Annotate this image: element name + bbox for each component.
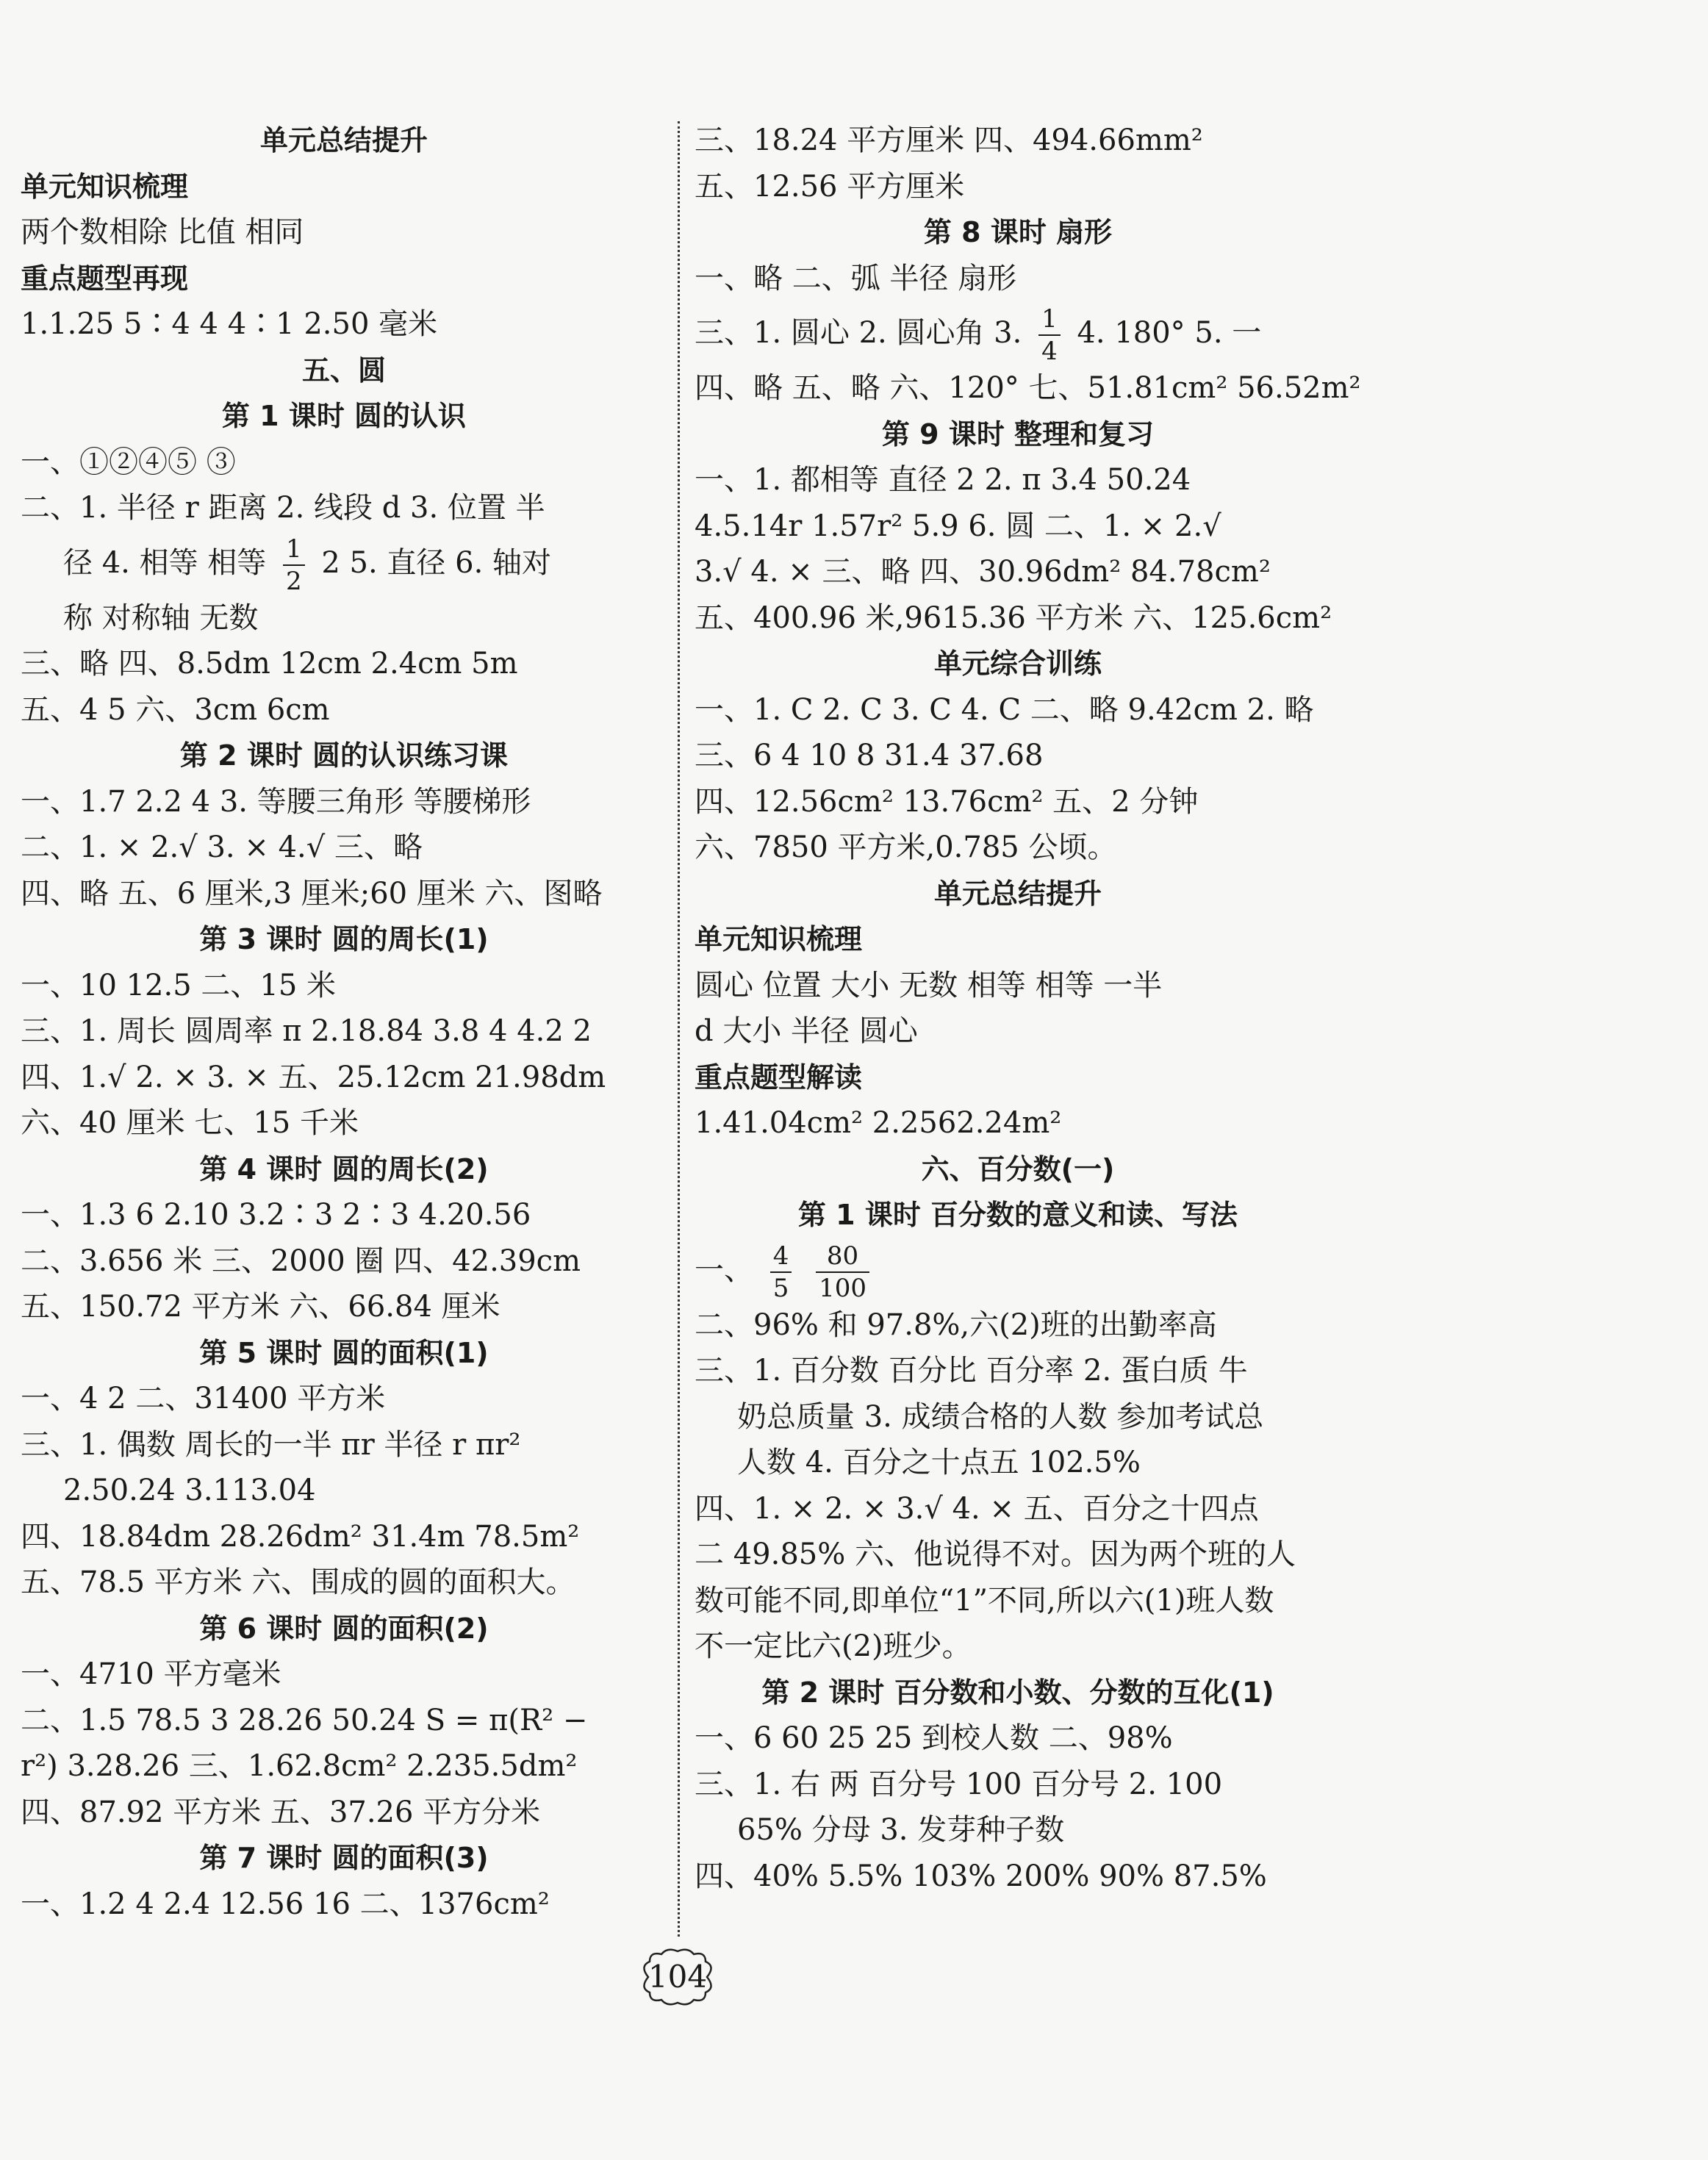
answer-line: 一、6 60 25 25 到校人数 二、98% xyxy=(695,1721,1173,1755)
answer-line: 四、1. × 2. × 3.√ 4. × 五、百分之十四点 xyxy=(695,1491,1259,1526)
answer-line: 奶总质量 3. 成绩合格的人数 参加考试总 xyxy=(737,1399,1264,1434)
left-column xyxy=(21,118,667,1927)
answer-line: 4.5.14r 1.57r² 5.9 6. 圆 二、1. × 2.√ xyxy=(695,509,1221,543)
subsection-heading: 重点题型再现 xyxy=(21,262,189,295)
answer-line: 二、96% 和 97.8%,六(2)班的出勤率高 xyxy=(695,1307,1217,1342)
answer-line: 四、12.56cm² 13.76cm² 五、2 分钟 xyxy=(695,784,1199,819)
lesson-heading: 第 1 课时 百分数的意义和读、写法 xyxy=(797,1199,1238,1231)
answer-line: 1.41.04cm² 2.2562.24m² xyxy=(695,1106,1062,1140)
answer-line: 四、略 五、6 厘米,3 厘米;60 厘米 六、图略 xyxy=(21,876,603,911)
lesson-heading: 第 9 课时 整理和复习 xyxy=(881,417,1155,451)
numerator: 4 xyxy=(770,1241,792,1273)
answer-line: 二、1. × 2.√ 3. × 4.√ 三、略 xyxy=(21,830,423,864)
page-number-text: 104 xyxy=(647,1959,708,1995)
answer-line: 四、略 五、略 六、120° 七、51.81cm² 56.52m² xyxy=(695,371,1361,405)
answer-text: 一、 xyxy=(695,1252,753,1287)
answer-line: 五、12.56 平方厘米 xyxy=(695,169,965,204)
answer-line: 人数 4. 百分之十点五 102.5% xyxy=(737,1446,1141,1479)
answer-line: 两个数相除 比值 相同 xyxy=(21,215,304,249)
lesson-heading: 第 2 课时 百分数和小数、分数的互化(1) xyxy=(761,1676,1274,1709)
answer-line: 三、1. 偶数 周长的一半 πr 半径 r πr² xyxy=(21,1427,521,1462)
answer-line: 一、4 2 二、31400 平方米 xyxy=(21,1382,386,1416)
answer-line: 一、略 二、弧 半径 扇形 xyxy=(695,261,1017,295)
answer-line: 六、7850 平方米,0.785 公顷。 xyxy=(695,830,1117,864)
answer-line: 圆心 位置 大小 无数 相等 相等 一半 xyxy=(695,968,1163,1002)
answer-text: 径 4. 相等 相等 xyxy=(63,545,267,580)
answer-line: d 大小 半径 圆心 xyxy=(695,1014,918,1048)
lesson-heading: 第 8 课时 扇形 xyxy=(923,216,1113,248)
answer-line: 二、1.5 78.5 3 28.26 50.24 S = π(R² − xyxy=(21,1703,588,1737)
answer-line: 一、1.7 2.2 4 3. 等腰三角形 等腰梯形 xyxy=(21,784,531,819)
answer-line: 五、78.5 平方米 六、围成的圆的面积大。 xyxy=(21,1565,575,1599)
subsection-heading: 单元知识梳理 xyxy=(21,170,189,203)
answer-line: 三、6 4 10 8 31.4 37.68 xyxy=(695,739,1044,772)
chapter-heading: 五、圆 xyxy=(301,354,386,387)
answer-line xyxy=(695,1238,1341,1302)
answer-line: 数可能不同,即单位“1”不同,所以六(1)班人数 xyxy=(695,1583,1274,1618)
answer-line: r²) 3.28.26 三、1.62.8cm² 2.235.5dm² xyxy=(21,1749,578,1783)
fraction xyxy=(770,1241,792,1304)
lesson-heading: 第 7 课时 圆的面积(3) xyxy=(199,1842,489,1874)
denominator: 4 xyxy=(1041,337,1058,366)
answer-line: 二、1. 半径 r 距离 2. 线段 d 3. 位置 半 xyxy=(21,491,545,525)
answer-line: 六、40 厘米 七、15 千米 xyxy=(21,1106,359,1140)
lesson-heading: 第 6 课时 圆的面积(2) xyxy=(199,1612,489,1645)
fraction xyxy=(283,534,305,597)
section-heading: 单元综合训练 xyxy=(933,647,1102,680)
section-heading: 单元总结提升 xyxy=(259,124,428,157)
answer-line xyxy=(21,531,667,595)
page-number xyxy=(634,1944,722,2010)
answer-line: 一、1. 都相等 直径 2 2. π 3.4 50.24 xyxy=(695,463,1191,497)
section-heading: 单元总结提升 xyxy=(933,877,1102,910)
answer-line: 二、3.656 米 三、2000 圈 四、42.39cm xyxy=(21,1244,581,1278)
lesson-heading: 第 2 课时 圆的认识练习课 xyxy=(179,739,509,772)
lesson-heading: 第 1 课时 圆的认识 xyxy=(221,400,467,432)
answer-line: 三、1. 右 两 百分号 100 百分号 2. 100 xyxy=(695,1767,1223,1801)
lesson-heading: 第 4 课时 圆的周长(2) xyxy=(199,1152,489,1185)
chapter-heading: 六、百分数(一) xyxy=(921,1152,1115,1185)
answer-line: 四、1.√ 2. × 3. × 五、25.12cm 21.98dm xyxy=(21,1060,606,1094)
answer-line: 三、1. 周长 圆周率 π 2.18.84 3.8 4 4.2 2 xyxy=(21,1014,592,1048)
subsection-heading: 重点题型解读 xyxy=(695,1061,863,1094)
answer-line: 五、4 5 六、3cm 6cm xyxy=(21,692,330,727)
answer-line: 四、18.84dm 28.26dm² 31.4m 78.5m² xyxy=(21,1519,580,1554)
lesson-heading: 第 5 课时 圆的面积(1) xyxy=(199,1336,489,1369)
answer-line: 四、87.92 平方米 五、37.26 平方分米 xyxy=(21,1795,541,1829)
answer-line: 一、4710 平方毫米 xyxy=(21,1657,281,1691)
answer-line: 三、18.24 平方厘米 四、494.66mm² xyxy=(695,123,1203,157)
answer-line: 1.1.25 5∶4 4 4∶1 2.50 毫米 xyxy=(21,307,438,341)
numerator: 1 xyxy=(283,534,305,566)
fraction xyxy=(1038,304,1061,367)
answer-line: 三、1. 百分数 百分比 百分率 2. 蛋白质 牛 xyxy=(695,1354,1248,1388)
answer-line: 65% 分母 3. 发芽种子数 xyxy=(737,1813,1065,1847)
numerator: 1 xyxy=(1038,304,1061,336)
numerator: 80 xyxy=(816,1241,869,1273)
answer-line: 二 49.85% 六、他说得不对。因为两个班的人 xyxy=(695,1538,1296,1571)
answer-line: 一、1.2 4 2.4 12.56 16 二、1376cm² xyxy=(21,1887,550,1921)
denominator: 5 xyxy=(772,1273,789,1303)
right-column xyxy=(695,118,1361,1899)
lesson-heading: 第 3 课时 圆的周长(1) xyxy=(199,923,489,955)
answer-line xyxy=(695,301,1341,365)
answer-line: 不一定比六(2)班少。 xyxy=(695,1629,972,1663)
answer-line: 称 对称轴 无数 xyxy=(63,600,259,635)
answer-line: 一、1.3 6 2.10 3.2∶3 2∶3 4.20.56 xyxy=(21,1198,531,1232)
denominator: 2 xyxy=(286,566,302,596)
column-divider xyxy=(678,121,680,1937)
fraction xyxy=(816,1241,869,1304)
answer-line: 五、400.96 米,9615.36 平方米 六、125.6cm² xyxy=(695,600,1332,635)
answer-text: 三、1. 圆心 2. 圆心角 3. xyxy=(695,316,1022,350)
answer-text: 2 5. 直径 6. 轴对 xyxy=(321,545,552,580)
answer-line: 一、①②④⑤ ③ xyxy=(21,445,236,479)
answer-line: 一、10 12.5 二、15 米 xyxy=(21,968,337,1002)
answer-line: 三、略 四、8.5dm 12cm 2.4cm 5m xyxy=(21,647,518,681)
denominator: 100 xyxy=(819,1273,866,1303)
answer-line: 2.50.24 3.113.04 xyxy=(63,1474,316,1507)
answer-text: 4. 180° 5. 一 xyxy=(1077,316,1262,350)
answer-line: 四、40% 5.5% 103% 200% 90% 87.5% xyxy=(695,1859,1267,1893)
answer-line: 五、150.72 平方米 六、66.84 厘米 xyxy=(21,1290,500,1324)
answer-line: 一、1. C 2. C 3. C 4. C 二、略 9.42cm 2. 略 xyxy=(695,692,1314,727)
subsection-heading: 单元知识梳理 xyxy=(695,923,863,955)
answer-line: 3.√ 4. × 三、略 四、30.96dm² 84.78cm² xyxy=(695,555,1271,589)
